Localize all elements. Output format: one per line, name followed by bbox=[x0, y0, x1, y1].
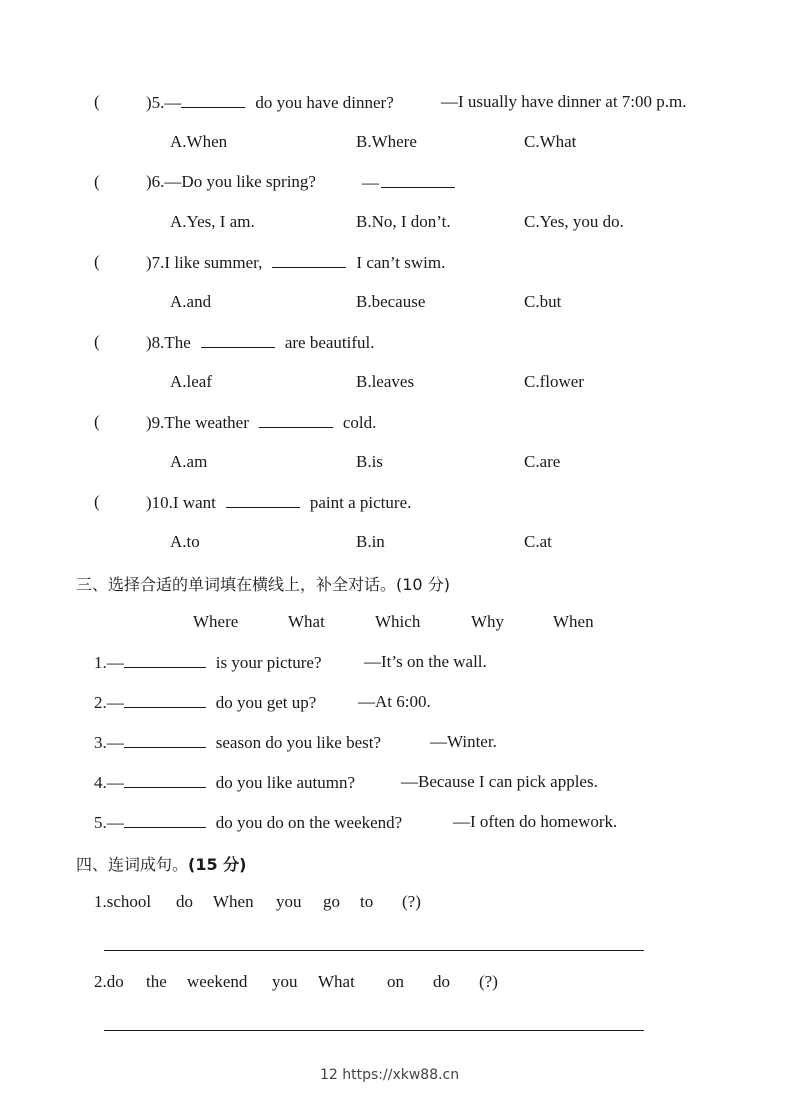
option-b: B.in bbox=[356, 532, 385, 551]
option-c: C.at bbox=[524, 532, 552, 551]
scrambled-word: (?) bbox=[479, 972, 498, 991]
scrambled-word: 2.do bbox=[94, 972, 124, 991]
question-text: do you do on the weekend? bbox=[215, 813, 403, 832]
answer-paren: ( bbox=[94, 172, 100, 191]
scrambled-word: you bbox=[272, 972, 298, 991]
option-a: A.When bbox=[170, 132, 228, 151]
section-4-title bbox=[76, 852, 246, 875]
question-stem: )6.—Do you like spring? bbox=[146, 172, 316, 191]
question-text: is your picture? bbox=[215, 653, 322, 672]
option-c: C.What bbox=[524, 132, 577, 151]
question-stem bbox=[146, 92, 394, 113]
stem-part: do you have dinner? bbox=[255, 93, 394, 112]
section-4-title-text: 四、连词成句。 bbox=[76, 855, 189, 874]
scrambled-word: the bbox=[146, 972, 167, 991]
scrambled-word: do bbox=[176, 892, 193, 911]
dialogue-question bbox=[94, 772, 355, 793]
answer-blank[interactable] bbox=[272, 252, 346, 268]
dialogue-answer: —Winter. bbox=[430, 732, 497, 751]
stem-part: — bbox=[362, 173, 379, 192]
answer-line[interactable] bbox=[104, 1030, 644, 1031]
question-stem bbox=[146, 332, 375, 353]
word-bank-item: What bbox=[288, 612, 325, 631]
question-text: season do you like best? bbox=[215, 733, 381, 752]
stem-part: )9.The weather bbox=[146, 413, 249, 432]
option-c: C.are bbox=[524, 452, 561, 471]
dialogue-question bbox=[94, 812, 402, 833]
answer-blank[interactable] bbox=[226, 492, 300, 508]
stem-part: )5.— bbox=[146, 93, 182, 112]
answer-paren: ( bbox=[94, 412, 100, 431]
option-b: B.because bbox=[356, 292, 426, 311]
scrambled-word: When bbox=[213, 892, 254, 911]
item-number: 1.— bbox=[94, 653, 124, 672]
answer-blank[interactable] bbox=[124, 812, 206, 828]
option-c: C.but bbox=[524, 292, 562, 311]
stem-answer: —I usually have dinner at 7:00 p.m. bbox=[441, 92, 687, 111]
answer-blank[interactable] bbox=[181, 92, 245, 108]
word-bank-item: Which bbox=[375, 612, 421, 631]
dialogue-answer: —Because I can pick apples. bbox=[401, 772, 598, 791]
option-b: B.is bbox=[356, 452, 383, 471]
option-b: B.No, I don’t. bbox=[356, 212, 451, 231]
stem-part: )7.I like summer, bbox=[146, 253, 263, 272]
scrambled-word: on bbox=[387, 972, 404, 991]
stem-part: paint a picture. bbox=[309, 493, 412, 512]
answer-line[interactable] bbox=[104, 950, 644, 951]
section-4-points: (15 分) bbox=[188, 855, 247, 874]
scrambled-word: weekend bbox=[187, 972, 248, 991]
section-3-title: 三、选择合适的单词填在横线上，补全对话。(10 分) bbox=[76, 575, 450, 594]
dialogue-question bbox=[94, 652, 322, 673]
scrambled-word: you bbox=[276, 892, 302, 911]
item-number: 4.— bbox=[94, 773, 124, 792]
dialogue-question bbox=[94, 732, 381, 753]
scrambled-word: do bbox=[433, 972, 450, 991]
stem-part: )10.I want bbox=[146, 493, 216, 512]
stem-part: are beautiful. bbox=[284, 333, 375, 352]
question-stem bbox=[362, 172, 455, 193]
option-a: A.and bbox=[170, 292, 212, 311]
option-a: A.am bbox=[170, 452, 208, 471]
answer-blank[interactable] bbox=[124, 652, 206, 668]
answer-blank[interactable] bbox=[259, 412, 333, 428]
answer-blank[interactable] bbox=[124, 692, 206, 708]
dialogue-answer: —I often do homework. bbox=[453, 812, 618, 831]
dialogue-answer: —At 6:00. bbox=[358, 692, 431, 711]
item-number: 5.— bbox=[94, 813, 124, 832]
scrambled-word: (?) bbox=[402, 892, 421, 911]
option-b: B.leaves bbox=[356, 372, 415, 391]
dialogue-answer: —It’s on the wall. bbox=[364, 652, 487, 671]
option-a: A.to bbox=[170, 532, 200, 551]
option-b: B.Where bbox=[356, 132, 417, 151]
page-footer: 12 https://xkw88.cn bbox=[320, 1067, 460, 1083]
item-number: 2.— bbox=[94, 693, 124, 712]
question-stem bbox=[146, 252, 445, 273]
item-number: 3.— bbox=[94, 733, 124, 752]
option-a: A.Yes, I am. bbox=[170, 212, 255, 231]
stem-part: cold. bbox=[342, 413, 377, 432]
scrambled-word: 1.school bbox=[94, 892, 152, 911]
answer-blank[interactable] bbox=[124, 772, 206, 788]
word-bank-item: Why bbox=[471, 612, 505, 631]
scrambled-word: to bbox=[360, 892, 374, 911]
scrambled-word: go bbox=[323, 892, 340, 911]
answer-paren: ( bbox=[94, 252, 100, 271]
stem-part: I can’t swim. bbox=[356, 253, 446, 272]
answer-blank[interactable] bbox=[201, 332, 275, 348]
question-stem bbox=[146, 492, 411, 513]
dialogue-question bbox=[94, 692, 316, 713]
option-c: C.flower bbox=[524, 372, 584, 391]
question-stem bbox=[146, 412, 376, 433]
answer-paren: ( bbox=[94, 92, 100, 111]
question-text: do you like autumn? bbox=[215, 773, 356, 792]
answer-blank[interactable] bbox=[124, 732, 206, 748]
option-a: A.leaf bbox=[170, 372, 213, 391]
scrambled-word: What bbox=[318, 972, 355, 991]
answer-paren: ( bbox=[94, 492, 100, 511]
answer-blank[interactable] bbox=[381, 172, 455, 188]
word-bank-item: When bbox=[553, 612, 594, 631]
question-text: do you get up? bbox=[215, 693, 317, 712]
answer-paren: ( bbox=[94, 332, 100, 351]
word-bank-item: Where bbox=[193, 612, 239, 631]
option-c: C.Yes, you do. bbox=[524, 212, 624, 231]
stem-part: )8.The bbox=[146, 333, 191, 352]
